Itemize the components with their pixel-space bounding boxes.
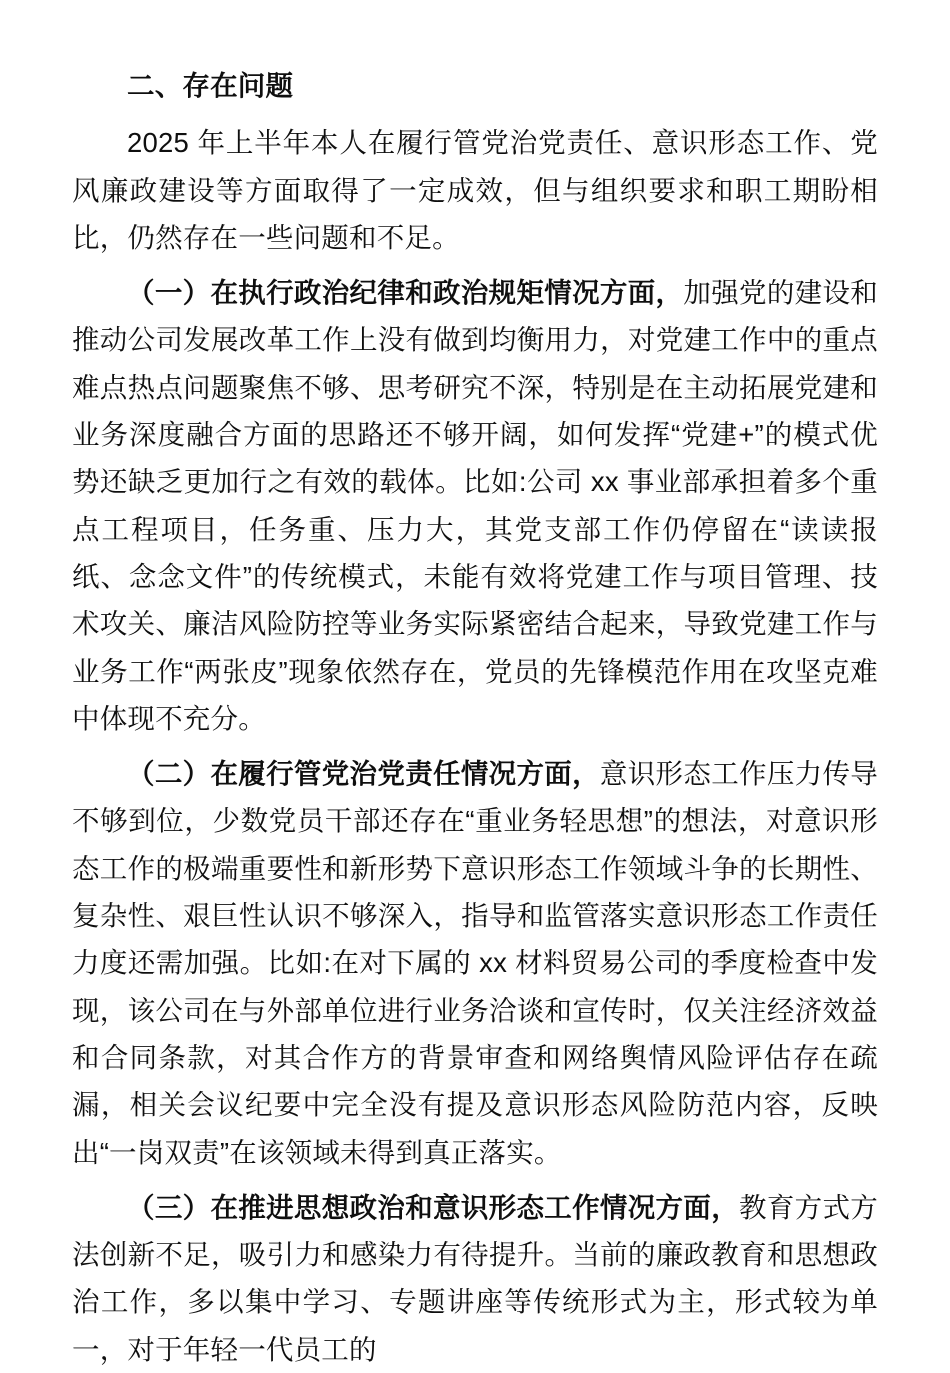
- intro-paragraph: 2025 年上半年本人在履行管党治党责任、意识形态工作、党风廉政建设等方面取得了一定成效，但与组织要求和职工期盼相比，仍然存在一些问题和不足。: [72, 127, 878, 253]
- problem-item-2-lead: （二）在履行管党治党责任情况方面，: [127, 758, 600, 790]
- section-heading: 二、存在问题: [127, 70, 294, 101]
- problem-item-2-text: 意识形态工作压力传导不够到位，少数党员干部还存在“重业务轻思想”的想法，对意识形态工作的极端重要性和新形势下意识形态工作领域斗争的长期性、复杂性、艰巨性认识不够深入，指导和监管落实意识形态工作责任力度还需加强。比如:在对下属的 xx 材料贸易公司的季度检查中发现，该公司在与外部单位进行业务洽谈和宣传时，仅关注经济效益和合同条款，对其合作方的背景审查和网络舆情风险评估存在疏漏，相关会议纪要中完全没有提及意识形态风险防范内容，反映出“一岗双责”在该领域未得到真正落实。: [72, 758, 878, 1168]
- problem-item-3-text: 教育方式方法创新不足，吸引力和感染力有待提升。当前的廉政教育和思想政治工作，多以集中学习、专题讲座等传统形式为主，形式较为单一，对于年轻一代员工的: [72, 1191, 878, 1365]
- document-body: [72, 62, 878, 1373]
- problem-item-3-lead: （三）在推进思想政治和意识形态工作情况方面，: [127, 1191, 740, 1223]
- problem-item-1-lead: （一）在执行政治纪律和政治规矩情况方面，: [127, 277, 684, 309]
- problem-item-1: [72, 269, 878, 742]
- problem-item-1-text: 加强党的建设和推动公司发展改革工作上没有做到均衡用力，对党建工作中的重点难点热点问题聚焦不够、思考研究不深，特别是在主动拓展党建和业务深度融合方面的思路还不够开阔，如何发挥“党建+”的模式优势还缺乏更加行之有效的载体。比如:公司 xx 事业部承担着多个重点工程项目，任务重、压力大，其党支部工作仍停留在“读读报纸、念念文件”的传统模式，未能有效将党建工作与项目管理、技术攻关、廉洁风险防控等业务实际紧密结合起来，导致党建工作与业务工作“两张皮”现象依然存在，党员的先锋模范作用在攻坚克难中体现不充分。: [72, 277, 879, 734]
- problem-item-3: [72, 1184, 878, 1373]
- problem-item-2: [72, 750, 878, 1176]
